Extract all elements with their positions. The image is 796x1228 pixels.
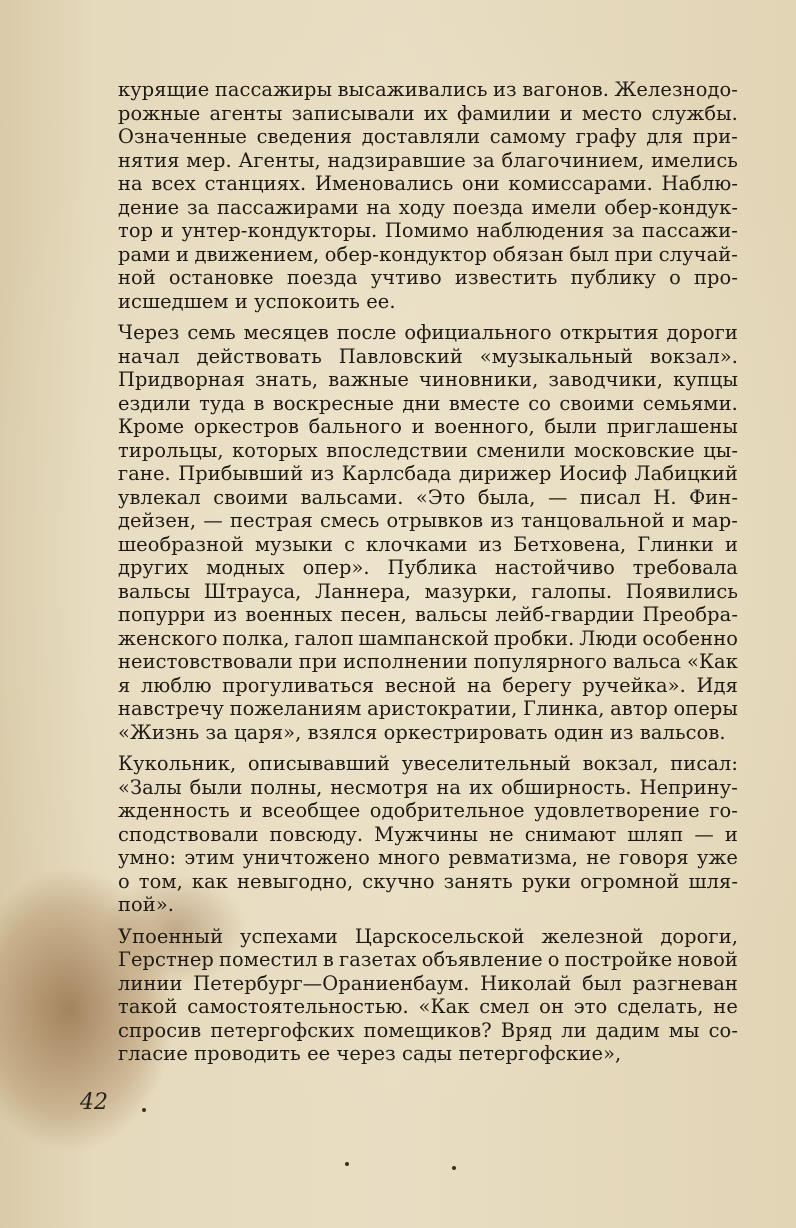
- text-line: линии Петербург—Ораниенбаум. Николай был разгневан: [118, 971, 738, 995]
- paragraph: [118, 78, 738, 313]
- text-line: спросив петергофских помещиков? Вряд ли дадим мы со-: [118, 1018, 738, 1042]
- text-line: ной остановке поезда учтиво известить публику о про-: [118, 266, 738, 289]
- text-line: увлекал своими вальсами. «Это была, — писал Н. Фин-: [118, 485, 738, 509]
- text-line: сподствовали повсюду. Мужчины не снимают шляп — и: [118, 822, 738, 846]
- text-line: я люблю прогуливаться весной на берегу ручейка». Идя: [118, 673, 738, 697]
- text-line: Означенные сведения доставляли самому графу для при-: [118, 125, 738, 148]
- text-line: жденность и всеобщее одобрительное удовлетворение го-: [118, 799, 738, 822]
- text-line: других модных опер». Публика настойчиво требовала: [118, 556, 738, 579]
- text-line: Кроме оркестров бального и военного, были приглашены: [118, 415, 738, 438]
- text-line: Через семь месяцев после официального открытия дороги: [118, 321, 738, 344]
- text-line: Кукольник, описывавший увеселительный вокзал, писал:: [118, 752, 738, 775]
- text-line: шеобразной музыки с клочками из Бетховена, Глинки и: [118, 532, 738, 556]
- text-line: о том, как невыгодно, скучно занять руки огромной шля-: [118, 869, 738, 893]
- text-line: тирольцы, которых впоследствии сменили московские цы-: [118, 438, 738, 462]
- text-line: начал действовать Павловский «музыкальный вокзал».: [118, 344, 738, 368]
- text-line: дение за пассажирами на ходу поезда имели обер-кондук-: [118, 195, 738, 219]
- text-line: пой».: [118, 893, 175, 916]
- text-line: тор и унтер-кондукторы. Помимо наблюдения за пассажи-: [118, 219, 738, 242]
- text-line: курящие пассажиры высаживались из вагонов. Железнодо-: [118, 78, 738, 101]
- text-line: нятия мер. Агенты, надзиравшие за благочинием, имелись: [118, 148, 738, 172]
- paragraph-gap: [118, 313, 738, 321]
- paragraph: [118, 752, 738, 917]
- text-line: такой самостоятельностью. «Как смел он это сделать, не: [118, 995, 738, 1018]
- text-line: Упоенный успехами Царскосельской железной дороги,: [118, 924, 738, 948]
- text-line: умно: этим уничтожено много ревматизма, не говоря уже: [118, 846, 738, 869]
- body-text: [118, 78, 738, 1066]
- paragraph-gap: [118, 744, 738, 752]
- text-line: навстречу пожеланиям аристократии, Глинка, автор оперы: [118, 697, 738, 720]
- text-line: «Жизнь за царя», взялся оркестрировать один из вальсов.: [118, 720, 726, 744]
- text-line: Придворная знать, важные чиновники, заводчики, купцы: [118, 368, 738, 391]
- text-line: «Залы были полны, несмотря на их обширность. Неприну-: [118, 775, 738, 799]
- paragraph: [118, 925, 738, 1066]
- text-line: на всех станциях. Именовались они комиссарами. Наблю-: [118, 172, 738, 195]
- text-line: попурри из военных песен, вальсы лейб-гвардии Преобра-: [118, 603, 738, 626]
- paragraph-gap: [118, 917, 738, 925]
- text-line: неистовствовали при исполнении популярного вальса «Как: [118, 650, 738, 673]
- text-line: ездили туда в воскресные дни вместе со своими семьями.: [118, 391, 738, 415]
- page-number: 42: [80, 1090, 108, 1115]
- text-line: Герстнер поместил в газетах объявление о постройке новой: [118, 948, 738, 971]
- print-speck: [452, 1166, 456, 1170]
- print-speck: [142, 1108, 146, 1112]
- text-line: женского полка, галоп шампанской пробки. Люди особенно: [118, 626, 738, 650]
- text-line: гласие проводить ее через сады петергофские»,: [118, 1042, 622, 1065]
- text-line: исшедшем и успокоить ее.: [118, 289, 396, 313]
- print-speck: [345, 1162, 349, 1166]
- text-line: дейзен, — пестрая смесь отрывков из танцовальной и мар-: [118, 509, 738, 532]
- text-line: вальсы Штрауса, Ланнера, мазурки, галопы. Появились: [118, 579, 738, 603]
- text-line: гане. Прибывший из Карлсбада дирижер Иосиф Лабицкий: [118, 462, 738, 485]
- paragraph: [118, 321, 738, 744]
- text-line: рами и движением, обер-кондуктор обязан был при случай-: [118, 242, 738, 266]
- text-line: рожные агенты записывали их фамилии и место службы.: [118, 101, 738, 125]
